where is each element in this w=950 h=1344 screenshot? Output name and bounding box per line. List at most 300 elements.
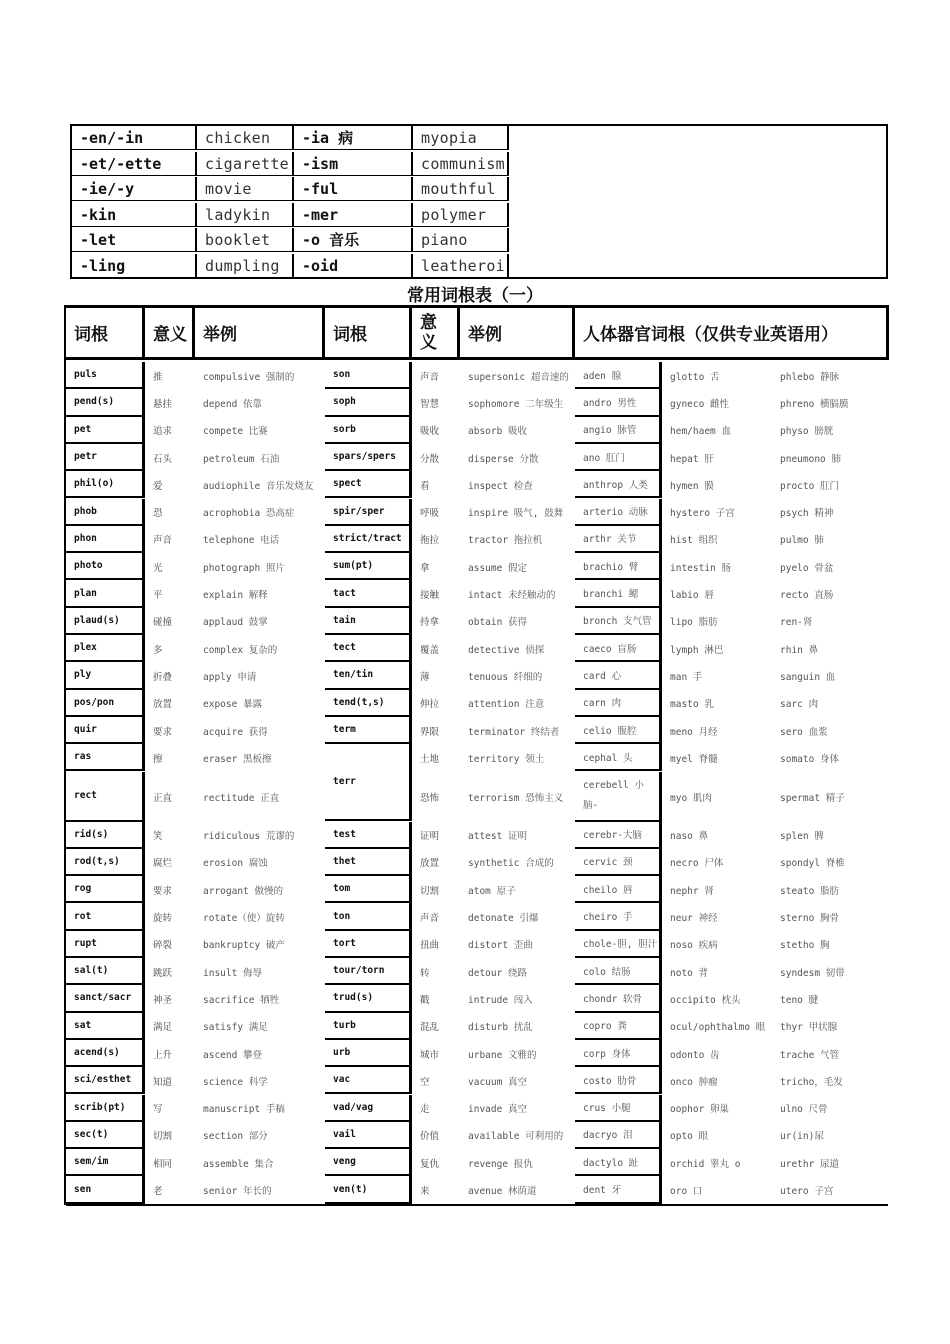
example-cell: avenue 林荫道 [468,1186,537,1198]
example-cell: attest 证明 [468,831,528,843]
organ-cell: nephr 肾 [670,885,714,897]
organ-cell: opto 眼 [670,1131,709,1143]
organ-cell: celio 腹腔 [575,717,662,744]
organ-cell: arterio 动脉 [575,499,662,526]
root-cell: ton [325,903,412,930]
root-cell: plaud(s) [66,608,145,635]
example-cell: arrogant 傲慢的 [203,885,283,897]
root-cell: sen [66,1176,145,1203]
organ-cell: angio 脉管 [575,417,662,444]
organ-cell: orchid 睾丸 o [670,1158,741,1170]
root-cell: rupt [66,931,145,958]
table-bottom-rule [66,1204,888,1206]
example-cell: compete 比赛 [203,426,268,438]
organ-cell: intestin 肠 [670,562,731,574]
root-cell: thet [325,849,412,876]
suffix-cell: -ful [294,177,413,201]
organ-cell: card 心 [575,662,662,689]
organ-cell: phreno 横膈膜 [780,398,849,410]
meaning-cell: 追求 [153,426,173,438]
organ-cell: physo 膀胱 [780,426,834,438]
organ-cell: trache 气管 [780,1049,840,1061]
meaning-cell: 推 [153,371,163,383]
example-cell: absorb 吸收 [468,426,528,438]
example-cell: booklet [197,228,294,252]
example-cell: telephone 电话 [203,535,280,547]
meaning-cell: 证明 [420,831,440,843]
meaning-cell: 恐怖 [420,792,440,804]
root-cell: veng [325,1149,412,1176]
root-cell: turb [325,1013,412,1040]
root-cell: vad/vag [325,1095,412,1122]
organ-cell: recto 直肠 [780,590,834,602]
example-cell: intact 未经触动的 [468,590,556,602]
organ-cell: andro 男性 [575,389,662,416]
organ-cell: pulmo 肺 [780,535,824,547]
organ-cell: anthrop 人类 [575,471,662,498]
organ-cell: myel 脊髓 [670,753,718,765]
organ-cell: gyneco 雌性 [670,398,730,410]
organ-cell: hepat 肝 [670,453,714,465]
organ-cell: hymen 膜 [670,480,714,492]
root-cell: phon [66,526,145,553]
root-cell: sem/im [66,1149,145,1176]
meaning-cell: 放置 [153,699,173,711]
example-cell: chicken [197,126,294,150]
root-cell: sanct/sacr [66,985,145,1012]
example-cell: disturb 扰乱 [468,1022,533,1034]
root-cell: ten/tin [325,662,412,689]
organ-cell: dacryo 泪 [575,1122,662,1149]
root-cell: quir [66,717,145,744]
root-cell: tom [325,876,412,903]
meaning-cell: 看 [420,480,430,492]
organ-cell: cephal 头 [575,744,662,771]
root-cell: trud(s) [325,985,412,1012]
example-cell: rotate（使）旋转 [203,913,285,925]
organ-cell: ur(in)尿 [780,1131,824,1143]
example-cell: acrophobia 恐高症 [203,508,295,520]
example-cell: revenge 报仇 [468,1158,533,1170]
meaning-cell: 写 [153,1104,163,1116]
organ-cell: spermat 精子 [780,792,845,804]
organ-cell: hystero 子宫 [670,508,735,520]
organ-cell: ren-肾 [780,617,813,629]
organ-cell: urethr 尿道 [780,1158,840,1170]
meaning-cell: 相同 [153,1158,173,1170]
root-cell: sci/esthet [66,1067,145,1094]
suffix-cell: -en/-in [72,126,197,150]
root-cell: rod(t,s) [66,849,145,876]
meaning-cell: 平 [153,590,163,602]
example-cell: inspect 检查 [468,480,533,492]
example-cell: senior 年长的 [203,1186,272,1198]
organ-cell: branchi 鳃 [575,580,662,607]
example-cell: distort 歪曲 [468,940,533,952]
example-cell: urbane 文雅的 [468,1049,537,1061]
root-cell: acend(s) [66,1040,145,1067]
suffix-cell: -kin [72,203,197,227]
organ-cell: ocul/ophthalmo 眼 [670,1022,766,1034]
meaning-cell: 恐 [153,508,163,520]
example-cell: ridiculous 荒谬的 [203,831,295,843]
root-cell: pos/pon [66,690,145,717]
suffix-cell: -et/-ette [72,152,197,176]
meaning-cell: 要求 [153,885,173,897]
meaning-cell: 混乱 [420,1022,440,1034]
example-cell: section 部分 [203,1131,268,1143]
table-title: 常用词根表（一） [407,286,543,306]
organ-cell: oophor 卵巢 [670,1104,730,1116]
meaning-cell: 走 [420,1104,430,1116]
root-cell: rect [66,772,145,822]
organ-cell: hem/haem 血 [670,426,731,438]
meaning-cell: 要求 [153,726,173,738]
root-cell: strict/tract [325,526,412,553]
meaning-cell: 分散 [420,453,440,465]
organ-cell: cheilo 唇 [575,876,662,903]
root-cell: vac [325,1067,412,1094]
example-cell: inspire 吸气, 鼓舞 [468,508,564,520]
root-cell: petr [66,444,145,471]
organ-cell: syndesm 韧带 [780,967,845,979]
organ-cell: necro 尸体 [670,858,724,870]
header-mean1: 意义 [145,305,195,360]
organ-cell: thyr 甲状腺 [780,1022,838,1034]
example-cell: applaud 鼓掌 [203,617,268,629]
suffix-row [72,126,509,151]
organ-cell: pyelo 骨盆 [780,562,834,574]
example-cell: complex 复杂的 [203,644,278,656]
organ-cell: psych 精神 [780,508,834,520]
root-cell: phob [66,499,145,526]
organ-cell: steato 脂肪 [780,885,840,897]
example-cell: cigarette [197,152,294,176]
meaning-cell: 光 [153,562,163,574]
header-ex1: 举例 [195,305,325,360]
example-cell: eraser 黑板擦 [203,753,272,765]
meaning-cell: 持拿 [420,617,440,629]
suffix-table [70,124,888,279]
meaning-cell: 爱 [153,480,163,492]
meaning-cell: 来 [420,1186,430,1198]
organ-cell: noto 背 [670,967,709,979]
example-cell: tenuous 纤细的 [468,671,543,683]
example-cell: mouthful [413,177,509,201]
example-cell: petroleum 石油 [203,453,280,465]
example-cell: insult 侮辱 [203,967,263,979]
organ-cell: sanguin 血 [780,671,836,683]
example-cell: science 科学 [203,1076,268,1088]
suffix-cell: -ling [72,254,197,278]
organ-cell: man 手 [670,671,703,683]
meaning-cell: 多 [153,644,163,656]
example-cell: satisfy 满足 [203,1022,268,1034]
organ-cell: cervic 颈 [575,849,662,876]
organ-cell: myo 肌肉 [670,792,712,804]
organ-cell: brachio 臂 [575,553,662,580]
root-cell: sal(t) [66,958,145,985]
organ-cell: corp 身体 [575,1040,662,1067]
example-cell: audiophile 音乐发烧友 [203,480,314,492]
meaning-cell: 价值 [420,1131,440,1143]
root-cell: tour/torn [325,958,412,985]
root-cell: ply [66,662,145,689]
root-cell: urb [325,1040,412,1067]
meaning-cell: 腐烂 [153,858,173,870]
organ-cell: sterno 胸骨 [780,913,840,925]
meaning-cell: 空 [420,1076,430,1088]
organ-cell: sero 血浆 [780,726,828,738]
meaning-cell: 城市 [420,1049,440,1061]
meaning-cell: 上升 [153,1049,173,1061]
example-cell: terminator 终结者 [468,726,560,738]
organ-cell: dent 牙 [575,1176,662,1203]
root-cell: tort [325,931,412,958]
organ-cell: chole-胆, 胆汁 [575,931,662,958]
example-cell: communism [413,152,509,176]
meaning-cell: 笑 [153,831,163,843]
root-cell: puls [66,362,145,389]
organ-cell: stetho 胸 [780,940,830,952]
example-cell: bankruptcy 破产 [203,940,285,952]
root-cell: photo [66,553,145,580]
suffix-row [72,152,509,177]
organ-cell: teno 腱 [780,994,819,1006]
example-cell: intrude 闯入 [468,994,533,1006]
organ-cell: cerebell 小脑- [575,772,662,822]
meaning-cell: 呼吸 [420,508,440,520]
organ-cell: onco 肿瘤 [670,1076,718,1088]
suffix-cell: -ia 病 [294,126,413,150]
root-cell-merged: terr [325,744,412,821]
root-table [64,305,887,1205]
example-cell: piano [413,228,509,252]
organ-cell: procto 肛门 [780,480,840,492]
example-cell: detour 绕路 [468,967,528,979]
organ-cell: odonto 齿 [670,1049,720,1061]
meaning-cell: 土地 [420,753,440,765]
root-cell: rid(s) [66,822,145,849]
root-cell: tain [325,608,412,635]
organ-cell: ano 肛门 [575,444,662,471]
example-cell: attention 注意 [468,699,545,711]
organ-cell: occipito 枕头 [670,994,741,1006]
organ-cell: naso 鼻 [670,831,709,843]
organ-cell: spondyl 脊椎 [780,858,845,870]
example-cell: disperse 分散 [468,453,539,465]
example-cell: acquire 获得 [203,726,268,738]
organ-cell: neur 神经 [670,913,718,925]
example-cell: detective 侦探 [468,644,545,656]
organ-cell: ulno 尺骨 [780,1104,828,1116]
root-cell: phil(o) [66,471,145,498]
root-cell: son [325,362,412,389]
example-cell: explain 解释 [203,590,268,602]
suffix-row [72,254,509,279]
root-cell: sat [66,1013,145,1040]
organ-cell: crus 小腿 [575,1095,662,1122]
meaning-cell: 切割 [420,885,440,897]
example-cell: polymer [413,203,509,227]
root-cell: ven(t) [325,1176,412,1203]
meaning-cell: 覆盖 [420,644,440,656]
example-cell: available 可利用的 [468,1131,564,1143]
example-cell: detonate 引爆 [468,913,539,925]
example-cell: assume 假定 [468,562,528,574]
organ-cell: arthr 关节 [575,526,662,553]
example-cell: dumpling [197,254,294,278]
meaning-cell: 声音 [153,535,173,547]
header-root1: 词根 [66,305,145,360]
example-cell: supersonic 超音速的 [468,371,569,383]
example-cell: vacuum 真空 [468,1076,528,1088]
root-cell: rot [66,903,145,930]
root-cell: sec(t) [66,1122,145,1149]
organ-cell: rhin 鼻 [780,644,819,656]
suffix-cell: -ism [294,152,413,176]
root-cell: pend(s) [66,389,145,416]
root-cell: sum(pt) [325,553,412,580]
organ-cell: cheiro 手 [575,903,662,930]
meaning-cell: 伸拉 [420,699,440,711]
meaning-cell: 知道 [153,1076,173,1088]
organ-cell: costo 肋骨 [575,1067,662,1094]
meaning-cell: 老 [153,1186,163,1198]
root-cell: plex [66,635,145,662]
example-cell: obtain 获得 [468,617,528,629]
suffix-cell: -ie/-y [72,177,197,201]
suffix-row [72,228,509,253]
example-cell: apply 申请 [203,671,257,683]
organ-cell: labio 唇 [670,590,714,602]
root-cell: sorb [325,417,412,444]
root-cell: ras [66,744,145,771]
organ-cell: noso 疾病 [670,940,718,952]
root-cell: soph [325,389,412,416]
organ-cell: utero 子宫 [780,1186,834,1198]
meaning-cell: 石头 [153,453,173,465]
example-cell: invade 真空 [468,1104,528,1116]
suffix-cell: -mer [294,203,413,227]
organ-cell: masto 乳 [670,699,714,711]
root-cell: vail [325,1122,412,1149]
header-mean2: 意 义 [412,305,460,360]
meaning-cell: 吸收 [420,426,440,438]
root-cell: spect [325,471,412,498]
meaning-cell: 悬挂 [153,398,173,410]
header-ex2: 举例 [460,305,575,360]
header-root2: 词根 [325,305,412,360]
meaning-cell: 满足 [153,1022,173,1034]
organ-cell: chondr 软骨 [575,985,662,1012]
meaning-cell: 界限 [420,726,440,738]
root-cell: term [325,717,412,744]
root-cell: rog [66,876,145,903]
organ-cell: bronch 支气管 [575,608,662,635]
meaning-cell: 复仇 [420,1158,440,1170]
organ-cell: dactylo 趾 [575,1149,662,1176]
example-cell: manuscript 手稿 [203,1104,285,1116]
suffix-cell: -oid [294,254,413,278]
example-cell: ladykin [197,203,294,227]
example-cell: compulsive 强制的 [203,371,295,383]
organ-cell: lymph 淋巴 [670,644,724,656]
meaning-cell: 声音 [420,913,440,925]
meaning-cell: 切割 [153,1131,173,1143]
organ-cell: lipo 脂肪 [670,617,718,629]
meaning-cell: 碎裂 [153,940,173,952]
root-cell: test [325,822,412,849]
example-cell: territory 领土 [468,753,545,765]
meaning-cell: 薄 [420,671,430,683]
example-cell: photograph 照片 [203,562,285,574]
meaning-cell: 旋转 [153,913,173,925]
organ-cell: caeco 盲肠 [575,635,662,662]
organ-cell: carn 肉 [575,690,662,717]
example-cell: depend 依靠 [203,398,263,410]
meaning-cell: 折叠 [153,671,173,683]
suffix-cell: -o 音乐 [294,228,413,252]
example-cell: assemble 集合 [203,1158,274,1170]
meaning-cell: 碰撞 [153,617,173,629]
example-cell: sacrifice 牺牲 [203,994,280,1006]
example-cell: leatheroi [413,254,509,278]
organ-cell: pneumono 肺 [780,453,841,465]
organ-cell: meno 月经 [670,726,718,738]
example-cell: rectitude 正直 [203,792,280,804]
organ-cell: phlebo 静脉 [780,371,840,383]
meaning-cell: 拿 [420,562,430,574]
root-cell: spir/sper [325,499,412,526]
meaning-cell: 扭曲 [420,940,440,952]
header-organ: 人体器官词根（仅供专业英语用） [575,305,889,360]
meaning-cell: 拖拉 [420,535,440,547]
organ-cell: glotto 舌 [670,371,720,383]
meaning-cell: 放置 [420,858,440,870]
root-cell: scrib(pt) [66,1095,145,1122]
example-cell: ascend 攀登 [203,1049,263,1061]
example-cell: synthetic 合成的 [468,858,554,870]
example-cell: expose 暴露 [203,699,263,711]
meaning-cell: 跳跃 [153,967,173,979]
root-cell: tact [325,580,412,607]
root-cell: tect [325,635,412,662]
meaning-cell: 戳 [420,994,430,1006]
example-cell: erosion 腐蚀 [203,858,268,870]
root-cell: plan [66,580,145,607]
example-cell: tractor 拖拉机 [468,535,543,547]
meaning-cell: 神圣 [153,994,173,1006]
organ-cell: colo 结肠 [575,958,662,985]
suffix-cell: -let [72,228,197,252]
example-cell: terrorism 恐怖主义 [468,792,564,804]
example-cell: sophomore 二年级生 [468,398,564,410]
meaning-cell: 智慧 [420,398,440,410]
meaning-cell: 声音 [420,371,440,383]
organ-cell: sarc 肉 [780,699,819,711]
organ-cell: hist 组织 [670,535,718,547]
meaning-cell: 擦 [153,753,163,765]
organ-cell: aden 腺 [575,362,662,389]
suffix-row [72,177,509,202]
meaning-cell: 正直 [153,792,173,804]
organ-cell: splen 脾 [780,831,824,843]
example-cell: movie [197,177,294,201]
root-cell: tend(t,s) [325,690,412,717]
organ-cell: cerebr-大脑 [575,822,662,849]
organ-cell: copro 粪 [575,1013,662,1040]
